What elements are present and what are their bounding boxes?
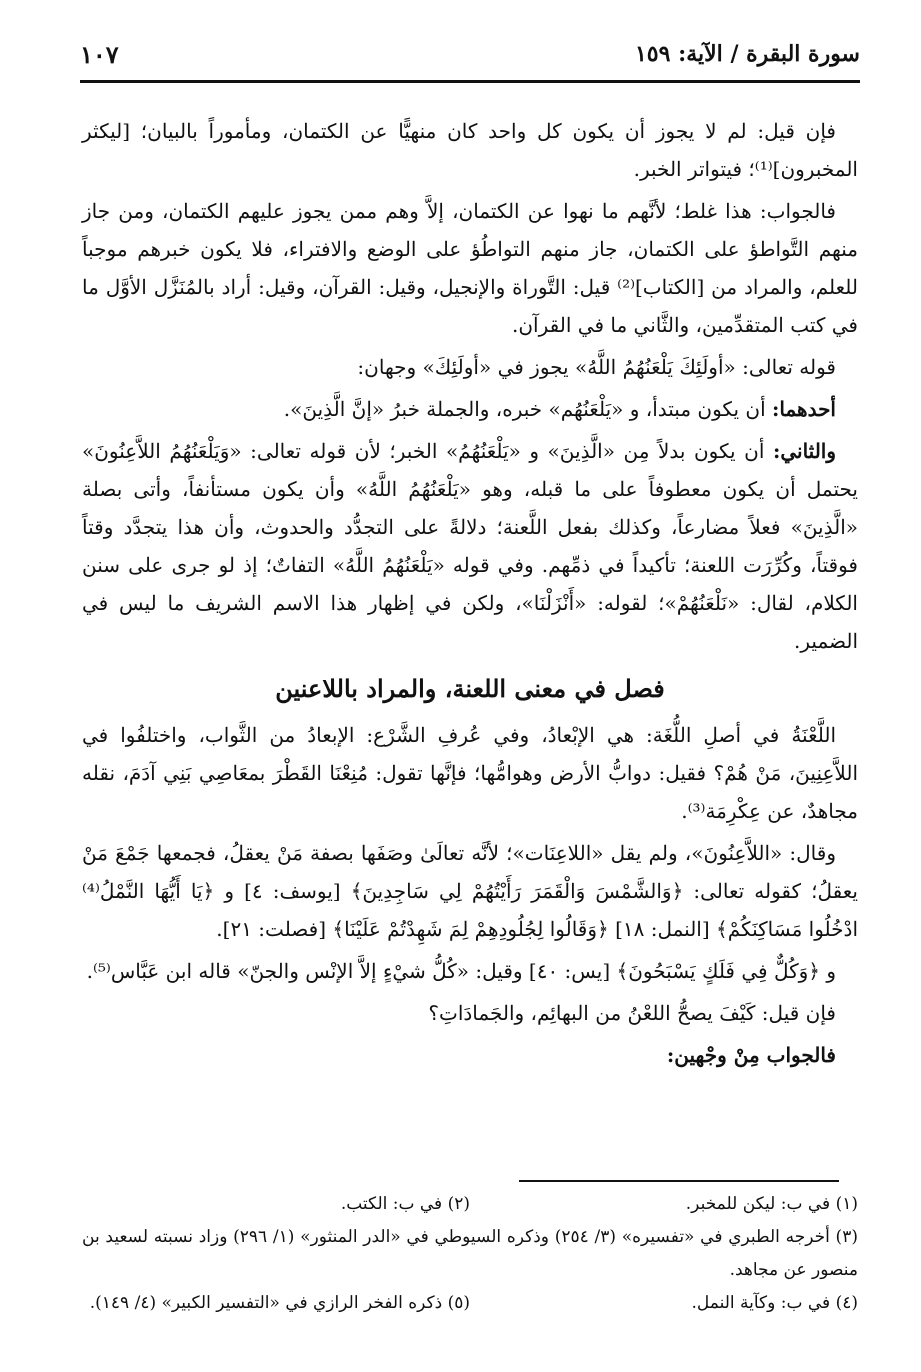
paragraph-7: وقال: «اللاَّعِنُونَ»، ولم يقل «اللاعِنَات»؛ لأنَّه تعالَىٰ وصَفَها بصفة مَنْ يعقلُ، فجمعها جَمْعَ مَنْ يعقلُ؛ كقوله تعالى: ﴿وَالشَّمْسَ وَالْقَمَرَ رَأَيْتُهُمْ لِي سَاجِدِينَ﴾ [يوسف: ٤] و ﴿يَا أَيُّهَا النَّمْلُ⁽⁴⁾ ادْخُلُوا مَسَاكِنَكُمْ﴾ [النمل: ١٨] ﴿وَقَالُوا لِجُلُودِهِمْ لِمَ شَهِدْتُمْ عَلَيْنَا﴾ [فصلت: ٢١]. [82, 841, 858, 941]
paragraph-8: و ﴿وَكُلٌّ فِي فَلَكٍ يَسْبَحُونَ﴾ [يس: ٤٠] وقيل: «كُلُّ شيْءٍ إلاَّ الإنْس والجنّ» قاله ابن عَبَّاس⁽⁵⁾. [86, 959, 836, 983]
footnote-5: (٥) ذكره الفخر الرازي في «التفسير الكبير» (٤/ ١٤٩). [89, 1293, 470, 1313]
header-rule [80, 80, 860, 83]
first-aspect-label: أحدهما: [771, 397, 836, 421]
second-aspect-text: أن يكون بدلاً مِن «الَّذِينَ» و «يَلْعَنُهُمُ» الخبر؛ لأن قوله تعالى: «وَيَلْعَنُهُمُ اللاَّعِنُونَ» يحتمل أن يكون معطوفاً على ما قبله، وهو «يَلْعَنُهُمُ اللَّهُ» وأن يكون مستأنفاً، وأتى بصلة «الَّذِينَ» فعلاً مضارعاً، وكذلك بفعل اللَّعنة؛ دلالةً على التجدُّد والحدوث، وأن هذا يتجدَّد وقتاً فوقتاً، وكُرِّرَت اللعنة؛ تأكيداً في ذمِّهم. وفي قوله «يَلْعَنُهُمُ اللَّهُ» التفاتٌ؛ إذ لو جرى على سنن الكلام، لقال: «نَلْعَنُهُمْ»؛ لقوله: «أَنْزَلْنَا»، ولكن في إظهار هذا الاسم الشريف ما ليس في الضمير. [82, 439, 858, 653]
paragraph-4 [82, 390, 858, 428]
paragraph-9: فإن قيل: كَيْفَ يصحُّ اللعْنُ من البهائِم، والجَمادَاتِ؟ [428, 1001, 836, 1025]
first-aspect-text: أن يكون مبتدأ، و «يَلْعَنُهُم» خبره، والجملة خبرُ «إنَّ الَّذِينَ». [283, 397, 772, 421]
paragraph-10 [82, 1036, 858, 1074]
page-header [80, 34, 860, 74]
footnote-row-1 [82, 1188, 858, 1221]
page-number: ١٠٧ [80, 39, 119, 69]
surah-title: سورة البقرة / الآية: ١٥٩ [634, 41, 860, 67]
footnote-1: (١) في ب: ليكن للمخبر. [685, 1194, 858, 1214]
section-heading: فصل في معنى اللعنة، والمراد باللاعنين [275, 674, 665, 703]
footnote-4: (٤) في ب: وكآية النمل. [691, 1293, 858, 1313]
paragraph-2: فالجواب: هذا غلط؛ لأنَّهم ما نهوا عن الكتمان، إلاَّ وهم ممن يجوز عليهم الكتمان، ومن جاز منهم التَّواطؤ على الكتمان، جاز منهم التواطُؤ على الوضع والافتراء، فلا يكون خبرهم موجباً للعلم، والمراد من [الكتاب]⁽²⁾ قيل: التَّوراة والإنجيل، وقيل: القرآن، وقيل: أراد بالمُنَزَّل الأوَّل ما في كتب المتقدِّمين، والثَّاني ما في القرآن. [82, 199, 858, 337]
footnote-3: (٣) أخرجه الطبري في «تفسيره» (٣/ ٢٥٤) وذكره السيوطي في «الدر المنثور» (١/ ٢٩٦) وزاد نسبته لسعيد بن منصور عن مجاهد. [82, 1227, 858, 1280]
paragraph-6: اللَّعْنَةُ في أصلِ اللُّغَة: هي الإبْعادُ، وفي عُرفِ الشَّرْع: الإبعادُ من الثَّواب، واختلفُوا في اللاَّعِنِينَ، مَنْ هُمْ؟ فقيل: دوابُّ الأرض وهوامُّها؛ فإنَّها تقول: مُنِعْنَا القَطْرَ بمعَاصِي بَنِي آدَمَ، نقله مجاهدٌ، عن عِكْرِمَة⁽³⁾. [82, 723, 858, 823]
footnotes [82, 1188, 858, 1320]
paragraph-5 [82, 432, 858, 660]
footnote-row-3 [82, 1287, 858, 1320]
second-aspect-label: والثاني: [772, 439, 837, 463]
footnote-2: (٢) في ب: الكتب. [340, 1194, 470, 1214]
paragraph-1: فإن قيل: لم لا يجوز أن يكون كل واحد كان منهيًّا عن الكتمان، ومأموراً بالبيان؛ [ليكثر المخبرون]⁽¹⁾؛ فيتواتر الخبر. [82, 119, 858, 181]
footnote-separator [519, 1180, 839, 1182]
answer-label: فالجواب مِنْ وجْهين: [666, 1043, 836, 1067]
main-text [82, 112, 858, 1078]
paragraph-3: قوله تعالى: «أولَئِكَ يَلْعَنُهُمُ اللَّهُ» يجوز في «أولَئِكَ» وجهان: [357, 355, 836, 379]
